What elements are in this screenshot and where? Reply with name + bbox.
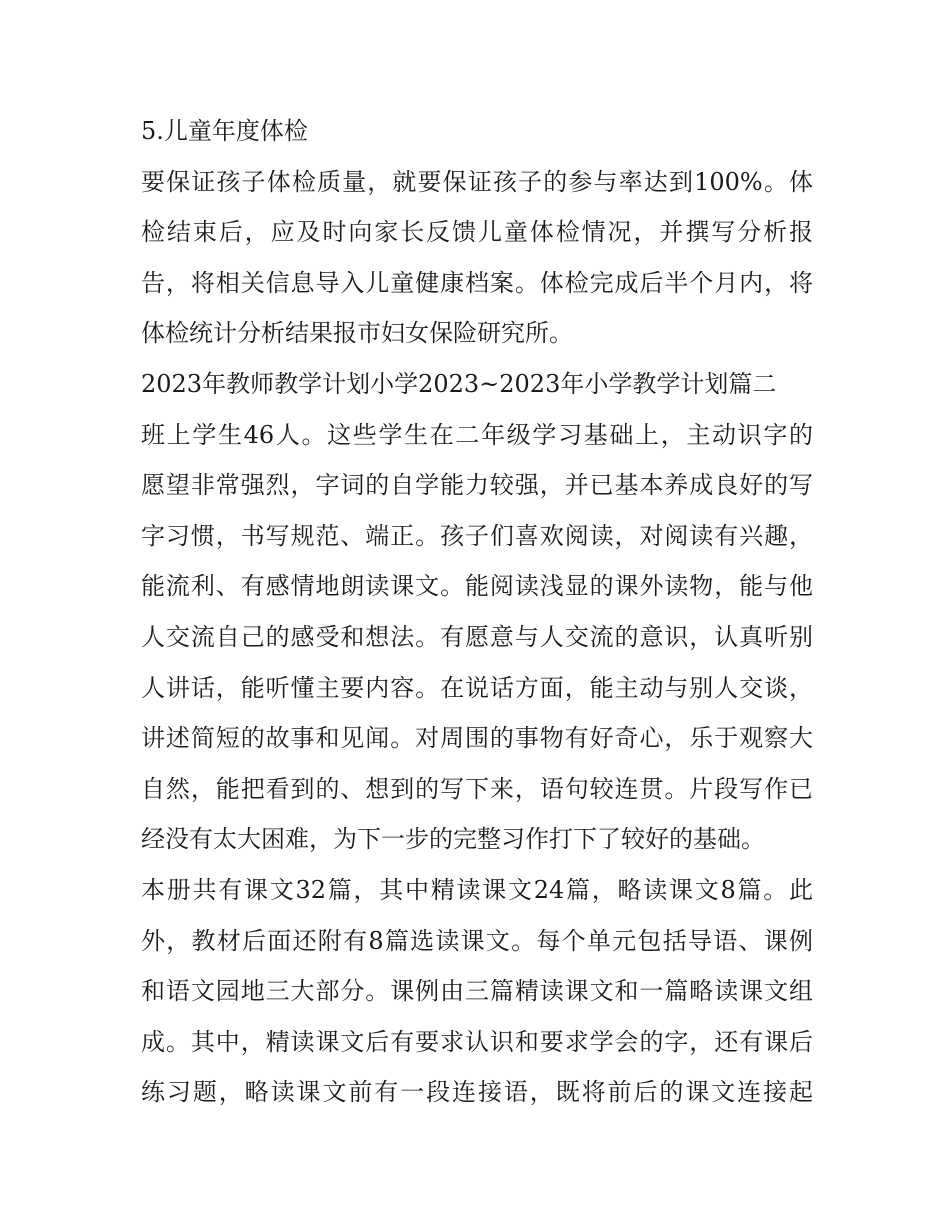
section-heading: 5.儿童年度体检 [141, 117, 308, 145]
paragraph-line: 人交流自己的感受和想法。有愿意与人交流的意识，认真听别 [141, 622, 813, 651]
paragraph-line: 告，将相关信息导入儿童健康档案。体检完成后半个月内，将 [141, 268, 813, 297]
document-body [141, 106, 813, 1118]
paragraph-line: 和语文园地三大部分。课例由三篇精读课文和一篇略读课文组 [141, 977, 813, 1006]
paragraph-line: 经没有太大困难，为下一步的完整习作打下了较好的基础。 [141, 825, 765, 854]
paragraph-line: 本册共有课文32篇，其中精读课文24篇，略读课文8篇。此 [141, 875, 813, 904]
paragraph-line: 能流利、有感情地朗读课文。能阅读浅显的课外读物，能与他 [141, 572, 813, 601]
paragraph-line: 外，教材后面还附有8篇选读课文。每个单元包括导语、课例 [141, 926, 813, 955]
paragraph-line: 检结束后，应及时向家长反馈儿童体检情况，并撰写分析报 [141, 218, 813, 247]
paragraph-line: 愿望非常强烈，字词的自学能力较强，并已基本养成良好的写 [141, 471, 813, 500]
paragraph-line: 自然，能把看到的、想到的写下来，语句较连贯。片段写作已 [141, 774, 813, 803]
paragraph-line: 成。其中，精读课文后有要求认识和要求学会的字，还有课后 [141, 1027, 813, 1056]
paragraph-line: 讲述简短的故事和见闻。对周围的事物有好奇心，乐于观察大 [141, 724, 813, 753]
paragraph-line: 字习惯，书写规范、端正。孩子们喜欢阅读，对阅读有兴趣， [141, 521, 813, 550]
paragraph-line: 班上学生46人。这些学生在二年级学习基础上，主动识字的 [141, 420, 813, 449]
paragraph-line: 要保证孩子体检质量，就要保证孩子的参与率达到100%。体 [141, 167, 813, 196]
paragraph-line: 体检统计分析结果报市妇女保险研究所。 [141, 319, 573, 348]
paragraph-line: 人讲话，能听懂主要内容。在说话方面，能主动与别人交谈， [141, 673, 813, 702]
article-title: 2023年教师教学计划小学2023~2023年小学教学计划篇二 [141, 369, 777, 398]
paragraph-line: 练习题，略读课文前有一段连接语，既将前后的课文连接起 [141, 1078, 813, 1107]
